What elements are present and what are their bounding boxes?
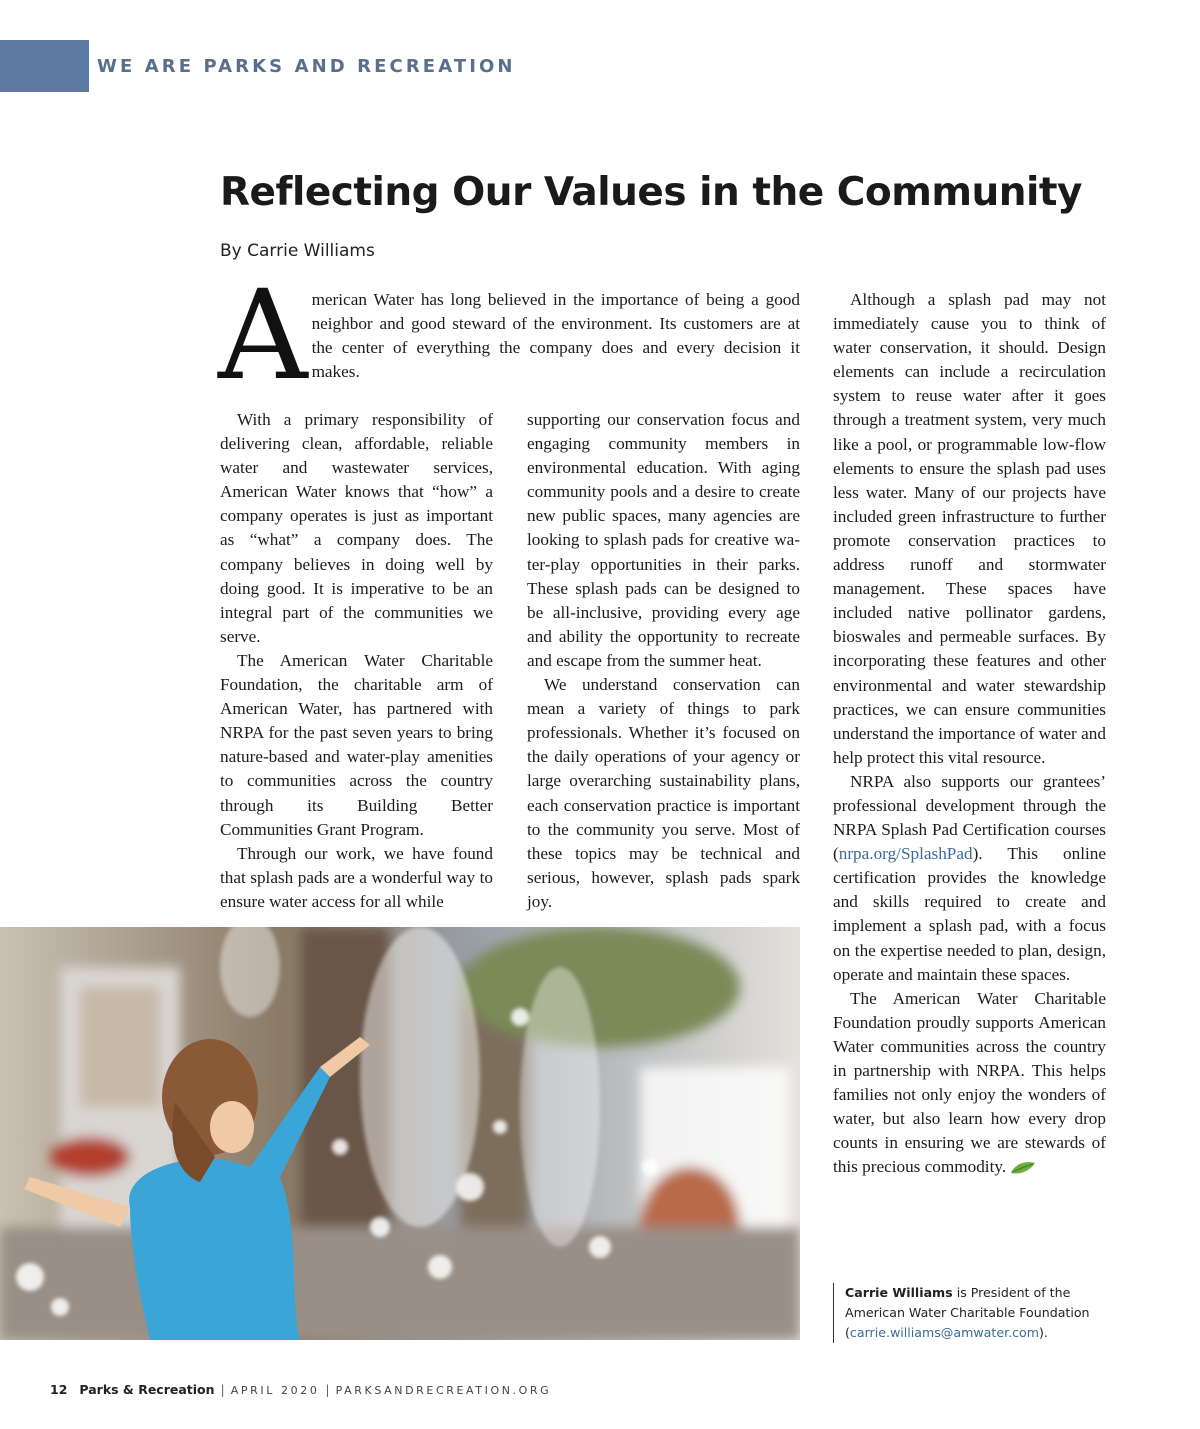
section-color-bar xyxy=(0,40,89,92)
paragraph-text: NRPA also supports our grantees’ professional development through the NRPA Splash Pad Certification courses ( xyxy=(833,771,1106,864)
paragraph: supporting our conservation focus and engaging community members in environmental education. With aging community pools and a desire to create new public spaces, many agencies are looking to splash pads for creative water-play opportunities in their parks. These splash pads can be designed to be all-inclusive, providing every age and ability the opportunity to recreate and escape from the summer heat. xyxy=(527,410,800,670)
leaf-end-icon xyxy=(1010,1161,1036,1175)
section-label: WE ARE PARKS AND RECREATION xyxy=(97,56,516,77)
paragraph: The American Water Charitable Foundation, the charitable arm of American Water, has partnered with NRPA for the past seven years to bring nature-based and water-play amenities to communities across the country through its Building Better Communities Grant Program. xyxy=(220,650,493,839)
paragraph: With a primary responsibility of delivering clean, affordable, reliable water and wastewater services, American Water knows that “how” a company operates is just as important as “what” a company does. The company believes in doing well by doing good. It is imperative to be an integral part of the communities we serve. xyxy=(220,410,493,646)
paragraph xyxy=(833,770,1106,987)
author-email-link[interactable]: carrie.williams@amwater.com xyxy=(849,1325,1039,1340)
paragraph: We understand conservation can mean a variety of things to park professionals. Whether it’s focused on the daily operations of your agency or large overarching sustainability plans, each conservation practice is important to the community you serve. Most of these topics may be technical and serious, however, splash pads spark joy. xyxy=(527,675,800,911)
author-bio xyxy=(833,1283,1115,1343)
article-title: Reflecting Our Values in the Community xyxy=(220,170,1082,215)
bio-text: is President of the American Water Charitable Foundation ( xyxy=(845,1285,1090,1340)
page-number: 12 xyxy=(50,1382,68,1397)
website: PARKSANDRECREATION.ORG xyxy=(335,1384,552,1397)
paragraph: Through our work, we have found that splash pads are a wonderful way to ensure water access for all while xyxy=(220,843,493,911)
issue-date: APRIL 2020 xyxy=(230,1384,320,1397)
drop-cap: A xyxy=(218,264,308,408)
column-2 xyxy=(527,408,800,914)
paragraph: Although a splash pad may not immediately cause you to think of water conservation, it should. Design elements can include a recirculation system to reuse water after it goes through a treatment system, very much like a pool, or programmable low-flow elements to ensure the splash pad uses less water. Many of our projects have included green infrastructure to further promote conservation practices to address runoff and stormwater management. These spaces have included native pollinator gardens, bioswales and permeable surfaces. By incorporating these features and other environmental and water stewardship practices, we can ensure communities understand the importance of water and help protect this vital resource. xyxy=(833,290,1106,767)
paragraph-text: ). This online certification provides the knowledge and skills required to create and implement a splash pad, with a focus on the expertise needed to plan, design, operate and maintain these spaces. xyxy=(833,844,1106,984)
byline: By Carrie Williams xyxy=(220,241,375,261)
bio-text-end: ). xyxy=(1039,1325,1048,1340)
page-footer xyxy=(50,1382,551,1397)
paragraph xyxy=(833,987,1106,1180)
column-3 xyxy=(833,288,1106,1179)
paragraph-text: The American Water Charitable Foundation proudly supports American Water communities across the country in partnership with NRPA. This helps families not only enjoy the wonders of water, but also learn how every drop counts in ensuring we are stewards of this precious commodity. xyxy=(833,988,1106,1177)
magazine-name: Parks & Recreation xyxy=(79,1382,215,1397)
author-name: Carrie Williams xyxy=(845,1285,953,1300)
splashpad-link[interactable]: nrpa.org/SplashPad xyxy=(838,844,973,864)
splash-pad-photo xyxy=(0,927,800,1340)
intro-paragraph xyxy=(218,264,800,408)
footer-separator: | xyxy=(325,1382,330,1397)
intro-text: merican Water has long believed in the importance of being a good neighbor and good steward of the environment. Its customers are at the center of everything the company does and every decision it makes. xyxy=(311,290,800,381)
column-1 xyxy=(220,408,493,914)
footer-separator: | xyxy=(220,1382,225,1397)
